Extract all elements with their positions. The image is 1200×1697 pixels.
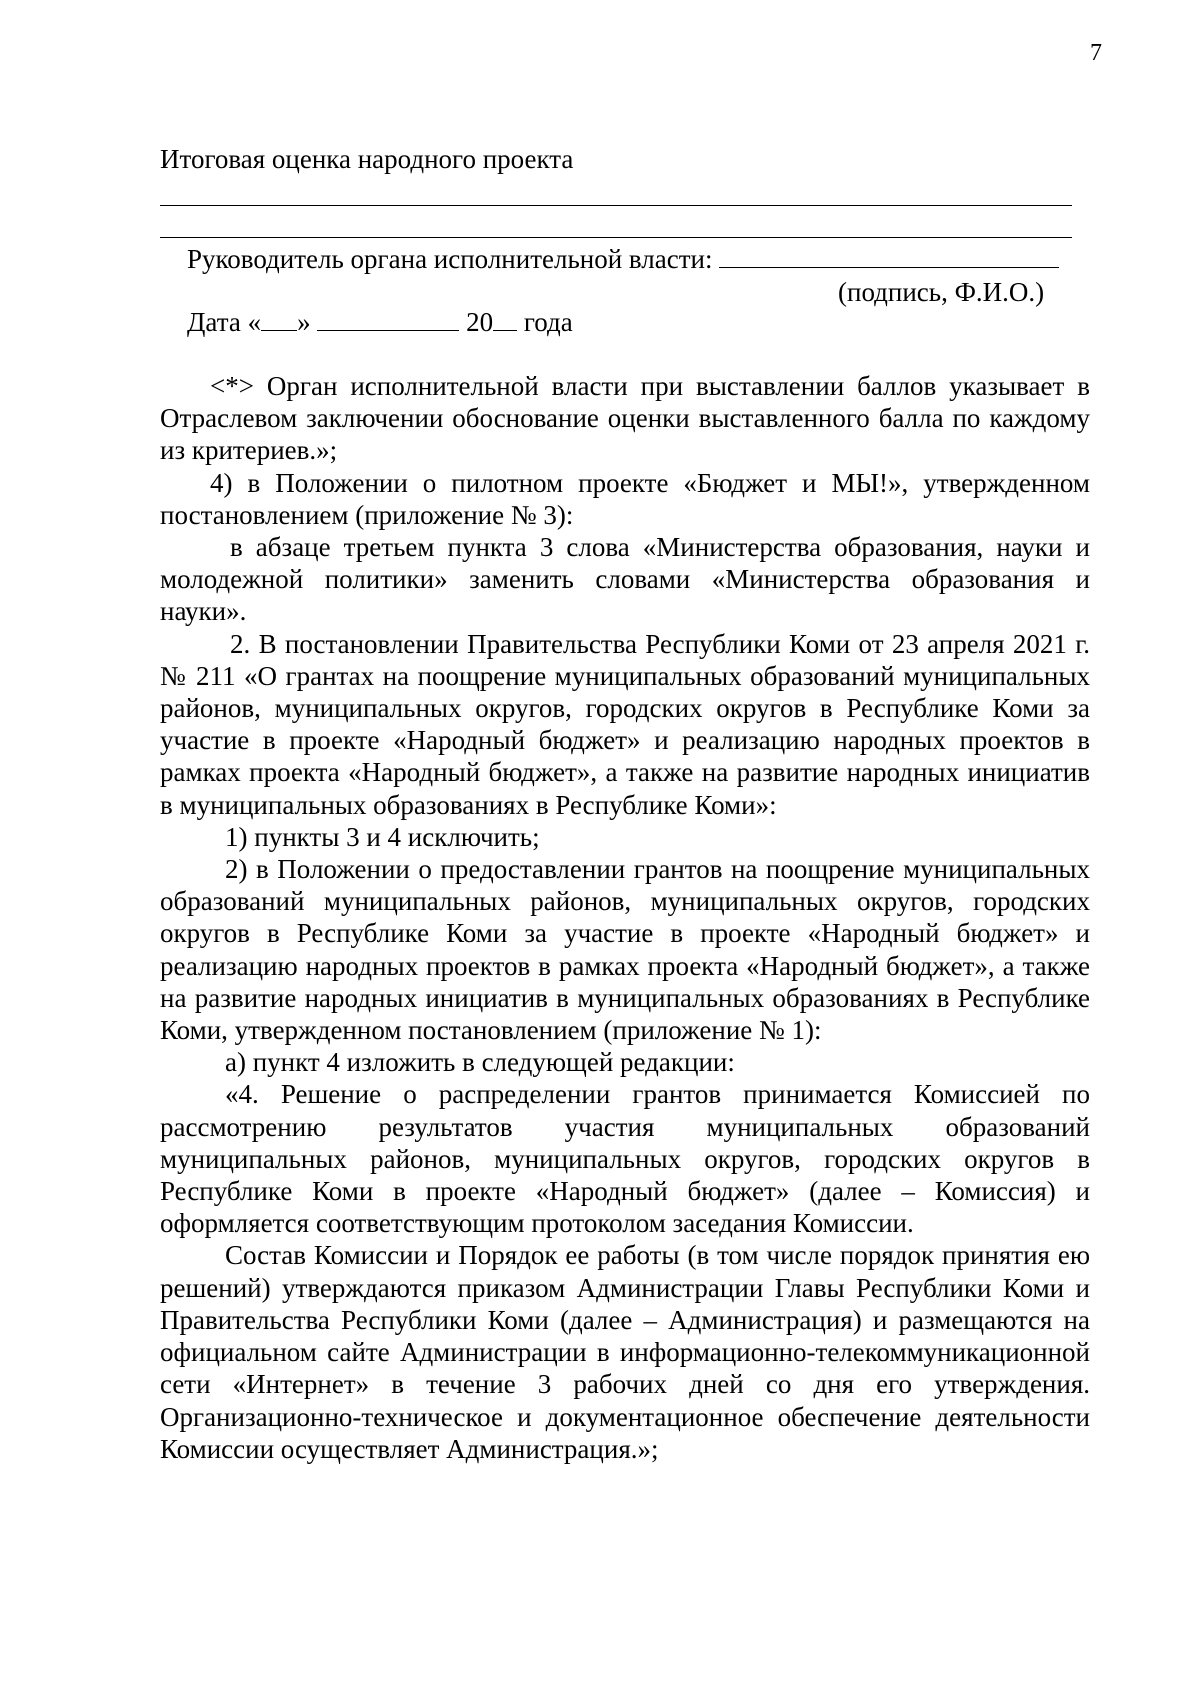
- paragraph: в абзаце третьем пункта 3 слова «Министерства образования, науки и молодежной политики» заменить словами «Министерства образования и науки».: [160, 532, 1090, 627]
- paragraph: 4) в Положении о пилотном проекте «Бюджет и МЫ!», утвержденном постановлением (приложение № 3):: [160, 467, 1090, 530]
- assessment-line-1: [160, 205, 1072, 206]
- year-blank: [493, 306, 517, 331]
- paragraph: «4. Решение о распределении грантов принимается Комиссией по рассмотрению результатов участия муниципальных образований муниципальных районов, муниципальных округов, городских округов в Республике Коми в проекте «Народный бюджет» (далее – Комиссия) и оформляется соответствующим протоколом заседания Комиссии.: [160, 1079, 1090, 1239]
- paragraph: <*> Орган исполнительной власти при выставлении баллов указывает в Отраслевом заключении обоснование оценки выставленного балла по каждому из критериев.»;: [160, 371, 1090, 466]
- day-blank: [261, 306, 297, 331]
- head-of-authority-line: [187, 243, 1059, 275]
- paragraph: а) пункт 4 изложить в следующей редакции:: [225, 1047, 735, 1078]
- assessment-line-2: [160, 237, 1072, 238]
- date-prefix: Дата «: [187, 307, 262, 337]
- date-suffix: года: [523, 307, 573, 337]
- document-body: [160, 370, 1090, 1465]
- paragraph: 1) пункты 3 и 4 исключить;: [225, 821, 540, 852]
- month-blank: [317, 306, 459, 331]
- final-assessment-label: Итоговая оценка народного проекта: [160, 144, 574, 174]
- paragraph: Состав Комиссии и Порядок ее работы (в том числе порядок принятия ею решений) утверждаются приказом Администрации Главы Республики Коми и Правительства Республики Коми (далее – Администрация) и размещаются на официальном сайте Администрации в информационно-телекоммуникационной сети «Интернет» в течение 3 рабочих дней со дня его утверждения. Организационно-техническое и документационное обеспечение деятельности Комиссии осуществляет Администрация.»;: [160, 1240, 1090, 1464]
- date-line: [187, 306, 573, 338]
- head-of-authority-label: Руководитель органа исполнительной власти:: [187, 244, 713, 274]
- date-mid: »: [297, 307, 311, 337]
- page-number: 7: [1090, 40, 1102, 66]
- signature-caption: (подпись, Ф.И.О.): [838, 277, 1045, 307]
- signature-blank: [719, 243, 1059, 268]
- paragraph: 2) в Положении о предоставлении грантов на поощрение муниципальных образований муниципальных районов, муниципальных округов, городских округов в Республике Коми за участие в проекте «Народный бюджет» и реализацию народных проектов в рамках проекта «Народный бюджет», а также на развитие народных инициатив в муниципальных образованиях в Республике Коми, утвержденном постановлением (приложение № 1):: [160, 854, 1090, 1046]
- paragraph: 2. В постановлении Правительства Республики Коми от 23 апреля 2021 г. № 211 «О грантах на поощрение муниципальных образований муниципальных районов, муниципальных округов, городских округов в Республике Коми за участие в проекте «Народный бюджет» и реализацию народных проектов в рамках проекта «Народный бюджет», а также на развитие народных инициатив в муниципальных образованиях в Республике Коми»:: [160, 628, 1090, 820]
- year-prefix: 20: [466, 307, 494, 337]
